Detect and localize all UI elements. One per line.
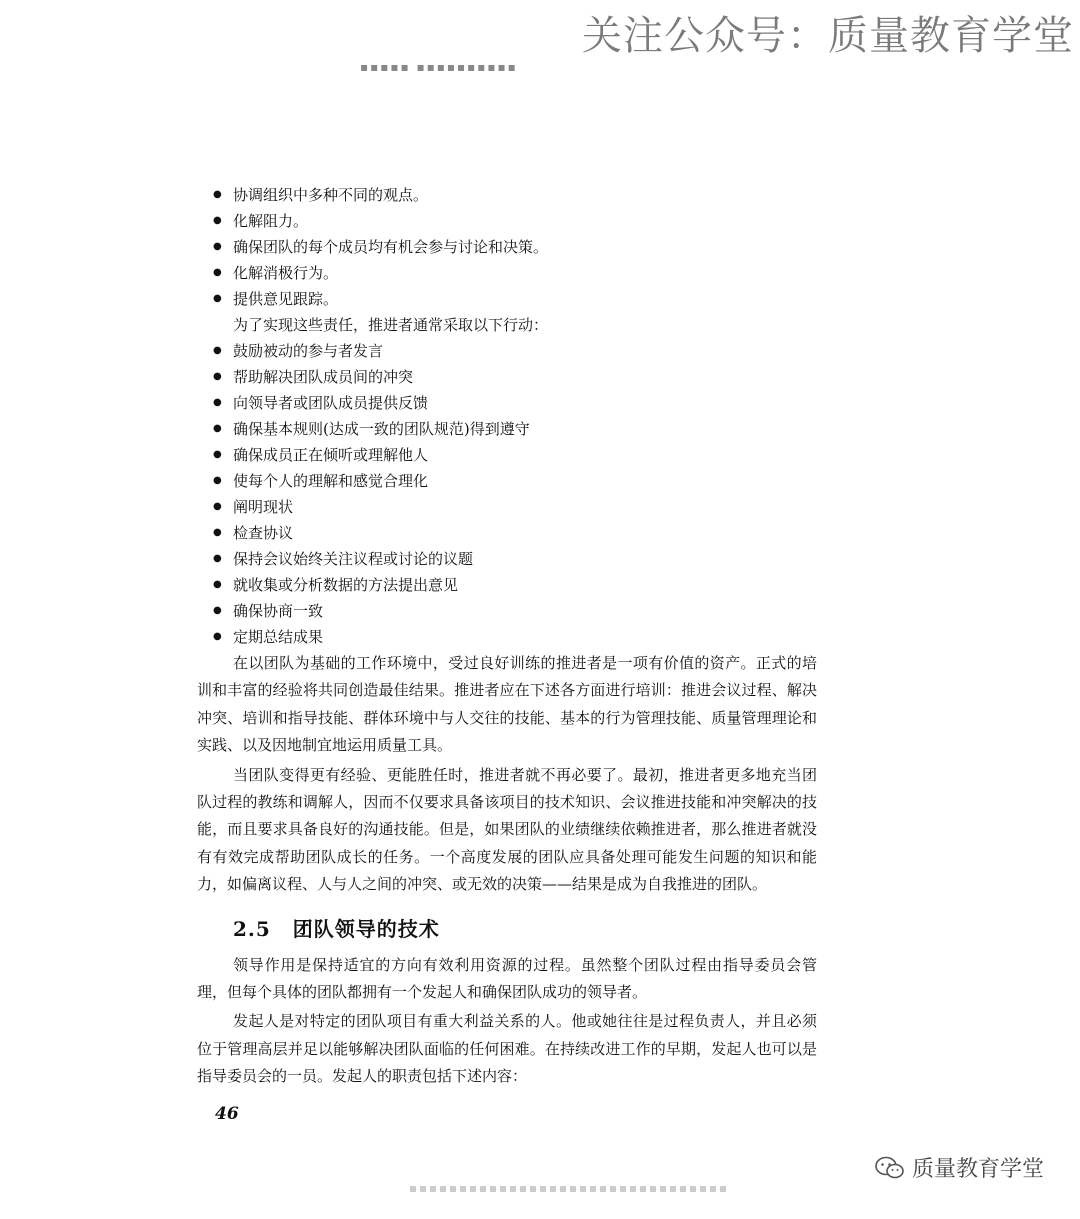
list-item: ● 协调组织中多种不同的观点。: [197, 182, 817, 208]
watermark-bottom: [874, 1152, 1044, 1183]
watermark-top: 关注公众号：质量教育学堂: [582, 13, 1074, 59]
paragraph-facilitator-role: 当团队变得更有经验、更能胜任时，推进者就不再必要了。最初，推进者更多地充当团队过程的教练和调解人，因而不仅要求具备该项目的技术知识、会议推进技能和冲突解决的技能，而且要求具备良好的沟通技能。但是，如果团队的业绩继续依赖推进者，那么推进者就没有有效完成帮助团队成长的任务。一个高度发展的团队应具备处理可能发生问题的知识和能力，如偏离议程、人与人之间的冲突、或无效的决策——结果是成为自我推进的团队。: [197, 765, 817, 894]
list-item: ● 确保协商一致: [197, 598, 817, 624]
list-item: ● 鼓励被动的参与者发言: [197, 338, 817, 364]
section-number: 2.5: [233, 916, 271, 941]
list-item: ● 阐明现状: [197, 494, 817, 520]
list-item: ● 定期总结成果: [197, 624, 817, 650]
paragraph-leadership: 领导作用是保持适宜的方向有效利用资源的过程。虽然整个团队过程由指导委员会管理，但每个具体的团队都拥有一个发起人和确保团队成功的领导者。: [197, 955, 817, 1002]
section-heading: [197, 913, 817, 942]
wechat-icon: [874, 1155, 906, 1181]
page-number: 46: [215, 1104, 239, 1124]
list-item: ● 向领导者或团队成员提供反馈: [197, 390, 817, 416]
paragraph-sponsor: 发起人是对特定的团队项目有重大利益关系的人。他或她往往是过程负责人，并且必须位于管理高层并足以能够解决团队面临的任何困难。在持续改进工作的早期，发起人也可以是指导委员会的一员。发起人的职责包括下述内容：: [197, 1012, 817, 1086]
list-item: ● 检查协议: [197, 520, 817, 546]
intro-line: 为了实现这些责任，推进者通常采取以下行动：: [233, 316, 549, 334]
scan-artifact-bottom: [410, 1186, 730, 1192]
list-item: ● 提供意见跟踪。: [197, 286, 817, 312]
bullet-list-actions: [197, 338, 817, 650]
page-content: [197, 182, 817, 1091]
list-item: ● 化解消极行为。: [197, 260, 817, 286]
list-item: ● 确保团队的每个成员均有机会参与讨论和决策。: [197, 234, 817, 260]
scan-artifact: ▪▪▪▪▪ ▪▪▪▪▪▪▪▪▪▪: [360, 60, 518, 74]
section-title: 团队领导的技术: [292, 916, 440, 941]
watermark-bottom-text: 质量教育学堂: [911, 1157, 1044, 1182]
list-item: ● 化解阻力。: [197, 208, 817, 234]
bullet-list-responsibilities: [197, 182, 817, 312]
list-item: ● 使每个人的理解和感觉合理化: [197, 468, 817, 494]
list-item: ● 帮助解决团队成员间的冲突: [197, 364, 817, 390]
list-item: ● 保持会议始终关注议程或讨论的议题: [197, 546, 817, 572]
list-item: ● 确保成员正在倾听或理解他人: [197, 442, 817, 468]
paragraph-facilitator-training: 在以团队为基础的工作环境中，受过良好训练的推进者是一项有价值的资产。正式的培训和丰富的经验将共同创造最佳结果。推进者应在下述各方面进行培训：推进会议过程、解决冲突、培训和指导技能、群体环境中与人交往的技能、基本的行为管理技能、质量管理理论和实践、以及因地制宜地运用质量工具。: [197, 654, 817, 755]
list-item: ● 就收集或分析数据的方法提出意见: [197, 572, 817, 598]
list-item: ● 确保基本规则(达成一致的团队规范)得到遵守: [197, 416, 817, 442]
